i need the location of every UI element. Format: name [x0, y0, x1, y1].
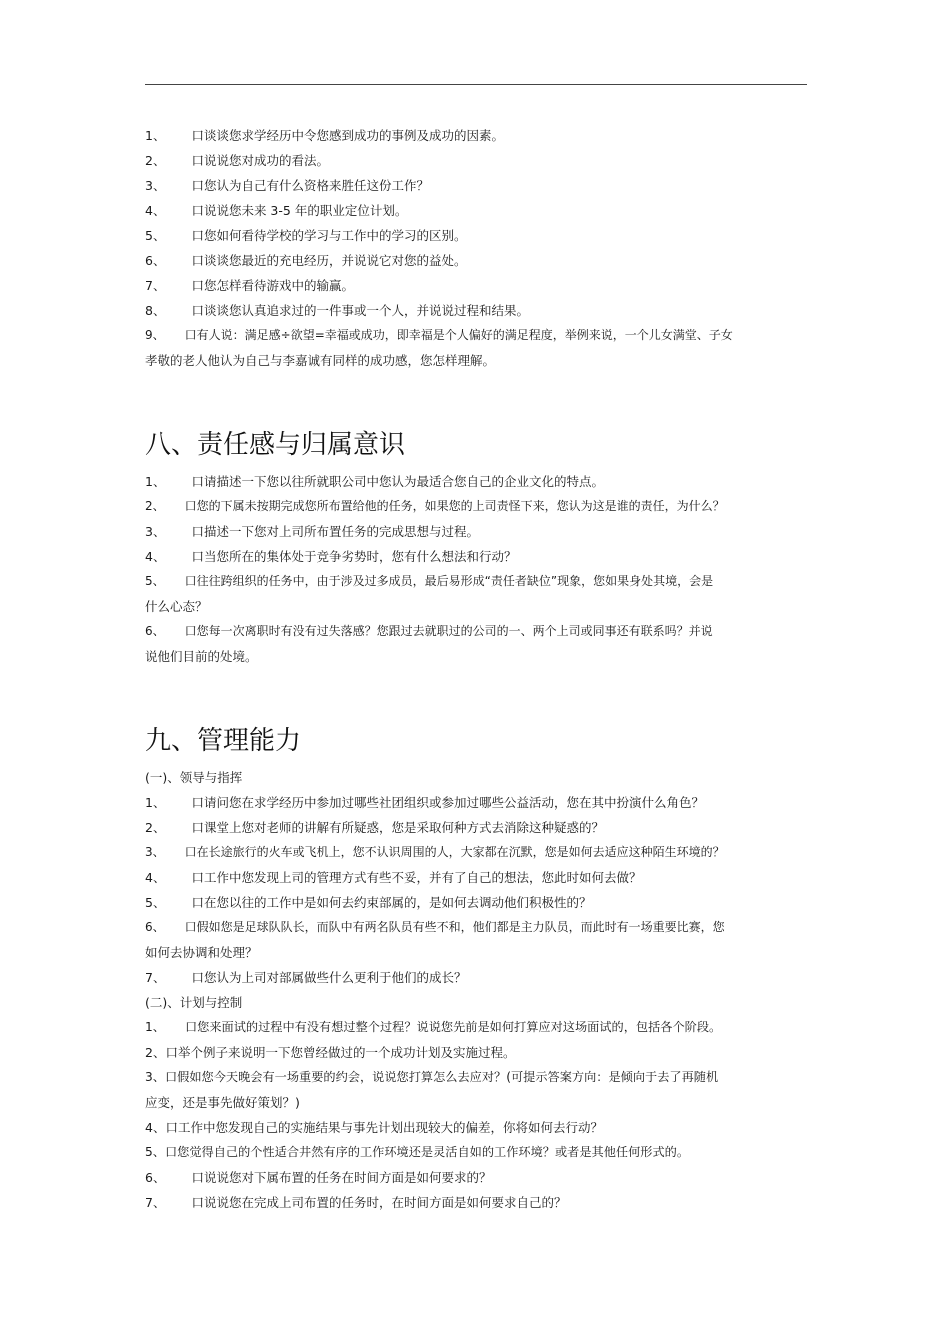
list-item: 7、 口您怎样看待游戏中的输赢。 [145, 278, 354, 293]
list-item: 2、口举个例子来说明一下您曾经做过的一个成功计划及实施过程。 [145, 1045, 516, 1060]
header-rule [145, 84, 807, 85]
list-item: 7、 口您认为上司对部属做些什么更利于他们的成长？ [145, 970, 467, 985]
list-item: 1、 口请问您在求学经历中参加过哪些社团组织或参加过哪些公益活动，您在其中扮演什么角色？ [145, 795, 704, 810]
subsection-title: (一)、领导与指挥 [145, 770, 243, 785]
list-item: 6、 口您每一次离职时有没有过失落感？您跟过去就职过的公司的一、两个上司或同事还有联系吗？并说 [145, 624, 713, 638]
list-item: 3、 口描述一下您对上司所布置任务的完成思想与过程。 [145, 524, 479, 539]
list-item: 4、 口说说您未来 3-5 年的职业定位计划。 [145, 203, 408, 218]
list-item: 4、口工作中您发现自己的实施结果与事先计划出现较大的偏差，你将如何去行动？ [145, 1120, 603, 1135]
section-heading: 九、管理能力 [145, 726, 302, 756]
list-item: 3、 口在长途旅行的火车或飞机上，您不认识周围的人，大家都在沉默，您是如何去适应这种陌生环境的？ [145, 845, 725, 859]
list-item: 5、 口在您以往的工作中是如何去约束部属的，是如何去调动他们积极性的？ [145, 895, 592, 910]
list-item: 7、 口说说您在完成上司布置的任务时，在时间方面是如何要求自己的？ [145, 1195, 567, 1210]
list-item: 5、口您觉得自己的个性适合井然有序的工作环境还是灵活自如的工作环境？或者是其他任何形式的。 [145, 1145, 690, 1159]
section-heading: 八、责任感与归属意识 [145, 430, 406, 460]
list-item: 1、 口请描述一下您以往所就职公司中您认为最适合您自己的企业文化的特点。 [145, 474, 604, 489]
list-item: 2、 口说说您对成功的看法。 [145, 153, 329, 168]
list-item: 8、 口谈谈您认真追求过的一件事或一个人，并说说过程和结果。 [145, 303, 529, 318]
list-item-continuation: 什么心态？ [145, 599, 208, 614]
list-item: 2、 口课堂上您对老师的讲解有所疑惑，您是采取何种方式去消除这种疑惑的？ [145, 820, 604, 835]
list-item: 3、口假如您今天晚会有一场重要的约会，说说您打算怎么去应对？(可提示答案方向：是倾向于去了再随机 [145, 1070, 719, 1084]
list-item: 1、 口谈谈您求学经历中令您感到成功的事例及成功的因素。 [145, 128, 504, 143]
list-item: 1、 口您来面试的过程中有没有想过整个过程？说说您先前是如何打算应对这场面试的，包括各个阶段。 [145, 1020, 722, 1034]
list-item: 2、 口您的下属未按期完成您所布置给他的任务，如果您的上司责怪下来，您认为这是谁的责任，为什么？ [145, 499, 725, 513]
list-item: 6、 口谈谈您最近的充电经历，并说说它对您的益处。 [145, 253, 467, 268]
list-item: 3、 口您认为自己有什么资格来胜任这份工作？ [145, 178, 429, 193]
list-item: 4、 口工作中您发现上司的管理方式有些不妥，并有了自己的想法，您此时如何去做？ [145, 870, 642, 885]
list-item-continuation: 说他们目前的处境。 [145, 649, 258, 664]
list-item-continuation: 孝敬的老人他认为自己与李嘉诚有同样的成功感，您怎样理解。 [145, 353, 496, 368]
list-item: 9、 口有人说：满足感÷欲望=幸福或成功，即幸福是个人偏好的满足程度，举例来说，一个儿女满堂、子女 [145, 328, 733, 342]
list-item: 5、 口往往跨组织的任务中，由于涉及过多成员，最后易形成“责任者缺位”现象，您如果身处其境，会是 [145, 574, 714, 588]
list-item: 4、 口当您所在的集体处于竞争劣势时，您有什么想法和行动？ [145, 549, 517, 564]
subsection-title: (二)、计划与控制 [145, 995, 243, 1010]
list-item-continuation: 如何去协调和处理？ [145, 945, 258, 960]
list-item-continuation: 应变，还是事先做好策划？) [145, 1095, 300, 1110]
list-item: 6、 口说说您对下属布置的任务在时间方面是如何要求的？ [145, 1170, 492, 1185]
list-item: 5、 口您如何看待学校的学习与工作中的学习的区别。 [145, 228, 467, 243]
list-item: 6、 口假如您是足球队队长，而队中有两名队员有些不和，他们都是主力队员，而此时有一场重要比赛，您 [145, 920, 725, 934]
